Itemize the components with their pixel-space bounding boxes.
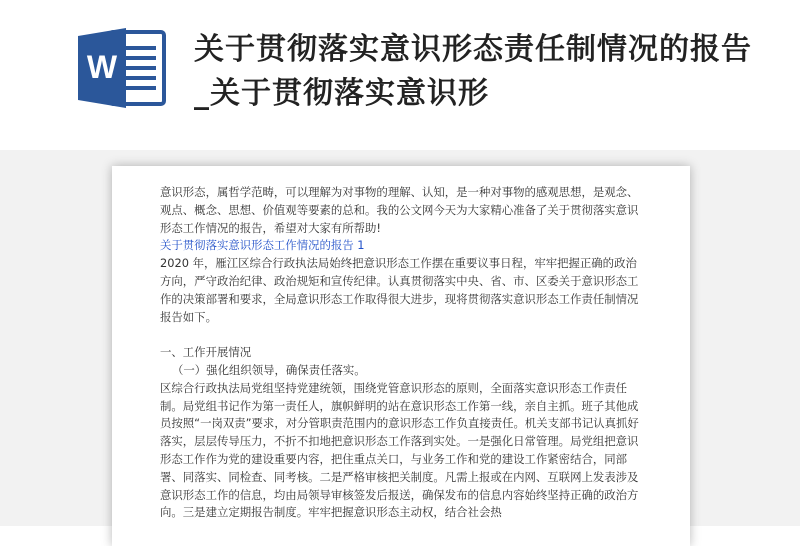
page-title: 关于贯彻落实意识形态责任制情况的报告_关于贯彻落实意识形 xyxy=(194,32,752,111)
subsection-heading-1: （一）强化组织领导，确保责任落实。 xyxy=(172,362,366,377)
section-heading-1: 一、工作开展情况 xyxy=(160,345,252,360)
paragraph-2: 区综合行政执法局党组坚持党建统领，围绕党管意识形态的原则，全面落实意识形态工作责任制。局党组书记作为第一责任人，旗帜鲜明的站在意识形态工作第一线，亲自主抓。班子其他成员按照“一岗双责”要求，对分管职责范围内的意识形态工作负直接责任。机关支部书记认真抓好落实，层层传导压力，不折不扣地把意识形态工作落到实处。一是强化日常管理。局党组把意识形态工作作为党的建设重要内容，把住重点关口，与业务工作和党的建设工作紧密结合，同部署、同落实、同检查、同考核。二是严格审核把关制度。凡需上报或在内网、互联网上发表涉及意识形态工作的信息，均由局领导审核签发后报送，确保发布的信息内容始终坚持正确的政治方向。三是建立定期报告制度。牢牢把握意识形态主动权，结合社会热 xyxy=(160,380,639,520)
header-bar xyxy=(0,0,800,150)
intro-paragraph: 意识形态，属哲学范畴，可以理解为对事物的理解、认知，是一种对事物的感观思想，是观念、观点、概念、思想、价值观等要素的总和。我的公文网今天为大家精心准备了关于贯彻落实意识形态工作情况的报告，希望对大家有所帮助! xyxy=(160,185,639,235)
document-page xyxy=(112,166,690,546)
document-content xyxy=(160,184,646,522)
word-icon-letter: W xyxy=(86,49,118,85)
blank-line xyxy=(160,326,646,344)
report-title-link[interactable]: 关于贯彻落实意识形态工作情况的报告 1 xyxy=(160,238,365,253)
word-icon xyxy=(76,26,168,110)
paragraph-1: 2020 年，雁江区综合行政执法局始终把意识形态工作摆在重要议事日程，牢牢把握正确的政治方向，严守政治纪律、政治规矩和宣传纪律。认真贯彻落实中央、省、市、区委关于意识形态工作的决策部署和要求，全局意识形态工作取得很大进步，现将贯彻落实意识形态工作责任制情况报告如下。 xyxy=(160,256,639,324)
